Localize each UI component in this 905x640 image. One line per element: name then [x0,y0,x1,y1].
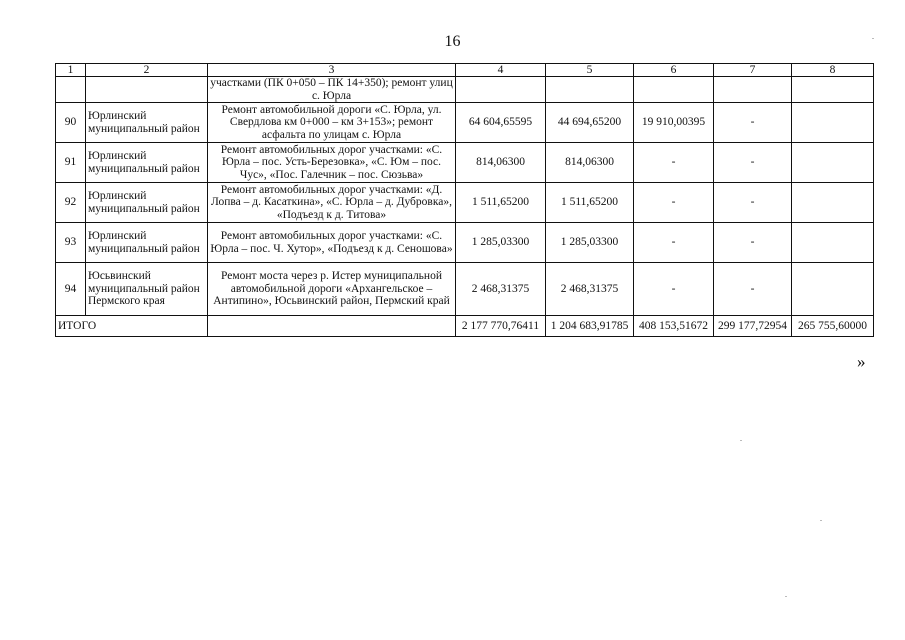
cell-empty [456,77,546,103]
district-name: Юсьвинский муниципальный район Пермского края [86,263,208,316]
value-col7: - [714,263,792,316]
continuation-row [56,77,874,103]
value-col7: - [714,103,792,143]
cell-empty [634,77,714,103]
value-col5: 1 285,03300 [546,223,634,263]
row-number: 94 [56,263,86,316]
header-cell: 6 [634,64,714,77]
scan-speck [785,596,787,597]
value-col7: - [714,183,792,223]
scan-speck [740,440,742,441]
closing-quote: » [857,352,866,371]
table-row [56,223,874,263]
cell-empty [546,77,634,103]
district-name: Юрлинский муниципальный район [86,223,208,263]
value-col4: 1 285,03300 [456,223,546,263]
value-col8 [792,263,874,316]
value-col6: 19 910,00395 [634,103,714,143]
value-col4: 2 468,31375 [456,263,546,316]
row-number: 91 [56,143,86,183]
total-label: ИТОГО [56,316,208,337]
work-description: Ремонт автомобильных дорог участками: «С. Юрла – пос. Ч. Хутор», «Подъезд к д. Сеношова» [208,223,456,263]
work-description: Ремонт автомобильных дорог участками: «С. Юрла – пос. Усть-Березовка», «С. Юм – пос. Чус», «Пос. Галечник – пос. Сюзьва» [208,143,456,183]
row-number: 93 [56,223,86,263]
value-col7: - [714,223,792,263]
table-row [56,183,874,223]
value-col6: - [634,223,714,263]
header-cell: 3 [208,64,456,77]
header-row [56,64,874,77]
district-name: Юрлинский муниципальный район [86,103,208,143]
total-col7: 299 177,72954 [714,316,792,337]
value-col5: 44 694,65200 [546,103,634,143]
value-col4: 814,06300 [456,143,546,183]
row-number: 92 [56,183,86,223]
value-col4: 64 604,65595 [456,103,546,143]
header-cell: 7 [714,64,792,77]
total-col4: 2 177 770,76411 [456,316,546,337]
cell-empty [56,77,86,103]
cell-empty [86,77,208,103]
district-name: Юрлинский муниципальный район [86,183,208,223]
header-cell: 2 [86,64,208,77]
value-col5: 2 468,31375 [546,263,634,316]
value-col6: - [634,263,714,316]
header-cell: 4 [456,64,546,77]
cell-empty [792,77,874,103]
work-description: Ремонт автомобильной дороги «С. Юрла, ул. Свердлова км 0+000 – км 3+153»; ремонт асфальта по улицам с. Юрла [208,103,456,143]
total-col8: 265 755,60000 [792,316,874,337]
cell-empty [714,77,792,103]
district-name: Юрлинский муниципальный район [86,143,208,183]
page-number: 16 [444,33,461,50]
scan-speck [820,520,822,521]
value-col6: - [634,143,714,183]
value-col5: 814,06300 [546,143,634,183]
work-description: Ремонт моста через р. Истер муниципальной автомобильной дороги «Архангельское – Антипино», Юсьвинский район, Пермский край [208,263,456,316]
header-cell: 1 [56,64,86,77]
continuation-description: участками (ПК 0+050 – ПК 14+350); ремонт улиц с. Юрла [208,77,456,103]
value-col4: 1 511,65200 [456,183,546,223]
budget-table [55,63,874,337]
table-row [56,263,874,316]
row-number: 90 [56,103,86,143]
table-row [56,143,874,183]
value-col8 [792,183,874,223]
work-description: Ремонт автомобильных дорог участками: «Д. Лопва – д. Касаткина», «С. Юрла – д. Дубровка», «Подъезд к д. Титова» [208,183,456,223]
value-col8 [792,143,874,183]
total-col5: 1 204 683,91785 [546,316,634,337]
total-row [56,316,874,337]
header-cell: 5 [546,64,634,77]
header-cell: 8 [792,64,874,77]
value-col8 [792,223,874,263]
value-col5: 1 511,65200 [546,183,634,223]
scan-speck [872,38,874,39]
table-row [56,103,874,143]
value-col6: - [634,183,714,223]
value-col8 [792,103,874,143]
value-col7: - [714,143,792,183]
cell-empty [208,316,456,337]
total-col6: 408 153,51672 [634,316,714,337]
